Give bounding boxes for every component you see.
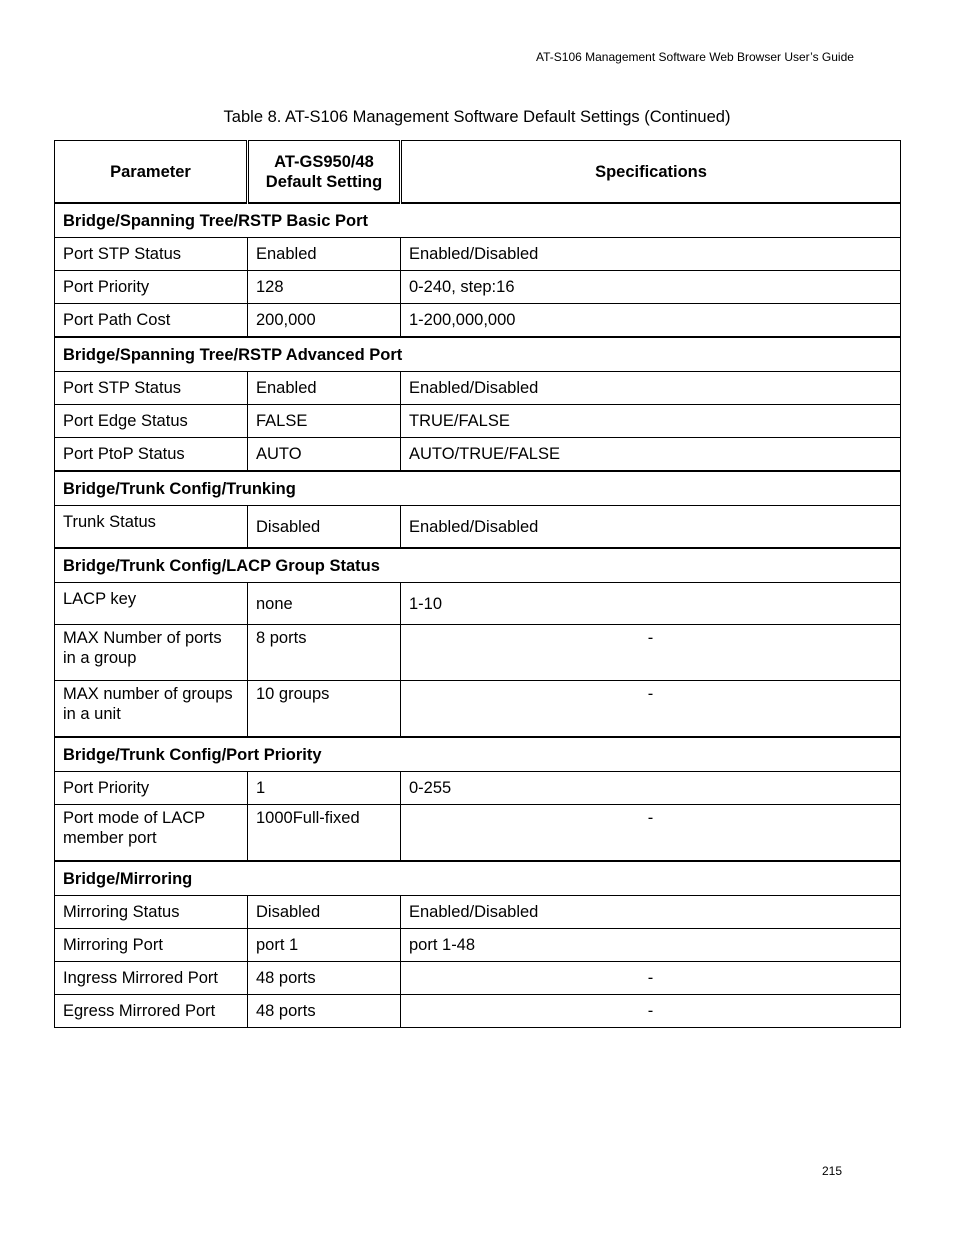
- table-row: [55, 372, 901, 405]
- section-title: Bridge/Trunk Config/Port Priority: [55, 737, 901, 772]
- parameter-cell: Port STP Status: [55, 372, 248, 405]
- default-settings-table: [54, 140, 901, 1028]
- table-row: [55, 271, 901, 304]
- default-cell: AUTO: [248, 438, 401, 472]
- parameter-cell: Port Priority: [55, 271, 248, 304]
- parameter-cell: MAX Number of ports in a group: [55, 625, 248, 681]
- table-row: [55, 929, 901, 962]
- column-header-default-line2: Default Setting: [265, 172, 383, 191]
- parameter-cell: Mirroring Status: [55, 896, 248, 929]
- default-cell: Enabled: [248, 372, 401, 405]
- default-cell: 1: [248, 772, 401, 805]
- parameter-cell: Port PtoP Status: [55, 438, 248, 472]
- default-cell: FALSE: [248, 405, 401, 438]
- default-cell: 8 ports: [248, 625, 401, 681]
- table-row: [55, 772, 901, 805]
- default-cell: Enabled: [248, 238, 401, 271]
- column-header-specifications: Specifications: [401, 141, 901, 204]
- spec-cell: 0-255: [401, 772, 901, 805]
- table-row: [55, 238, 901, 271]
- default-cell: Disabled: [248, 896, 401, 929]
- page-number: 215: [822, 1164, 843, 1178]
- table-row: [55, 805, 901, 862]
- spec-cell: -: [401, 681, 901, 738]
- table-row: [55, 962, 901, 995]
- default-cell: 200,000: [248, 304, 401, 338]
- default-cell: 128: [248, 271, 401, 304]
- spec-cell: 0-240, step:16: [401, 271, 901, 304]
- parameter-cell: Egress Mirrored Port: [55, 995, 248, 1028]
- default-cell: 48 ports: [248, 995, 401, 1028]
- spec-cell: -: [401, 625, 901, 681]
- spec-cell: Enabled/Disabled: [401, 896, 901, 929]
- table-row: [55, 995, 901, 1028]
- parameter-cell: Mirroring Port: [55, 929, 248, 962]
- default-cell: none: [248, 583, 401, 625]
- table-row: [55, 625, 901, 681]
- section-title: Bridge/Spanning Tree/RSTP Basic Port: [55, 203, 901, 238]
- parameter-cell: Ingress Mirrored Port: [55, 962, 248, 995]
- spec-cell: Enabled/Disabled: [401, 238, 901, 271]
- spec-cell: TRUE/FALSE: [401, 405, 901, 438]
- spec-cell: Enabled/Disabled: [401, 372, 901, 405]
- table-row: [55, 896, 901, 929]
- spec-cell: -: [401, 805, 901, 862]
- parameter-cell: MAX number of groups in a unit: [55, 681, 248, 738]
- default-cell: 48 ports: [248, 962, 401, 995]
- column-header-default-line1: AT-GS950/48: [274, 152, 374, 171]
- table-row: [55, 681, 901, 738]
- table-header-row: [55, 141, 901, 204]
- section-title: Bridge/Mirroring: [55, 861, 901, 896]
- parameter-cell: LACP key: [55, 583, 248, 625]
- section-title: Bridge/Spanning Tree/RSTP Advanced Port: [55, 337, 901, 372]
- default-cell: 1000Full-fixed: [248, 805, 401, 862]
- default-cell: port 1: [248, 929, 401, 962]
- spec-cell: -: [401, 995, 901, 1028]
- table-row: [55, 405, 901, 438]
- parameter-cell: Port Path Cost: [55, 304, 248, 338]
- table-row: [55, 438, 901, 472]
- spec-cell: Enabled/Disabled: [401, 506, 901, 549]
- table-row: [55, 304, 901, 338]
- table-row: [55, 583, 901, 625]
- default-cell: 10 groups: [248, 681, 401, 738]
- parameter-cell: Port Priority: [55, 772, 248, 805]
- parameter-cell: Port mode of LACP member port: [55, 805, 248, 862]
- spec-cell: port 1-48: [401, 929, 901, 962]
- parameter-cell: Port STP Status: [55, 238, 248, 271]
- table-caption: Table 8. AT-S106 Management Software Default Settings (Continued): [223, 108, 731, 126]
- default-cell: Disabled: [248, 506, 401, 549]
- table-row: [55, 506, 901, 549]
- parameter-cell: Port Edge Status: [55, 405, 248, 438]
- section-title: Bridge/Trunk Config/Trunking: [55, 471, 901, 506]
- spec-cell: -: [401, 962, 901, 995]
- parameter-cell: Trunk Status: [55, 506, 248, 549]
- spec-cell: 1-200,000,000: [401, 304, 901, 338]
- running-header: AT-S106 Management Software Web Browser User’s Guide: [536, 50, 854, 64]
- section-title: Bridge/Trunk Config/LACP Group Status: [55, 548, 901, 583]
- spec-cell: AUTO/TRUE/FALSE: [401, 438, 901, 472]
- column-header-default-setting: [248, 141, 401, 204]
- spec-cell: 1-10: [401, 583, 901, 625]
- column-header-parameter: Parameter: [55, 141, 248, 204]
